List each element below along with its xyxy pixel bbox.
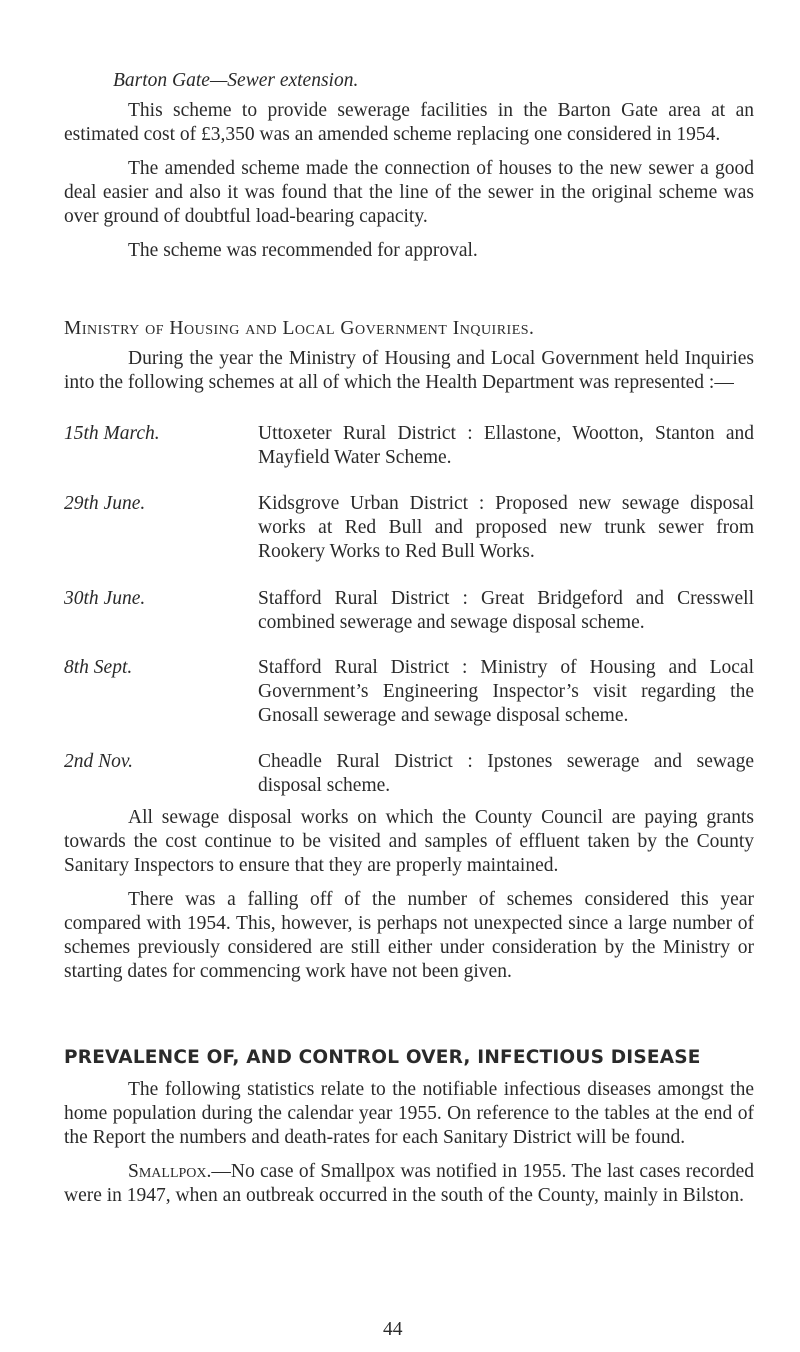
smallpox-text: —No case of Smallpox was notified in 1955. The last cases recorded were in 1947, when an outbreak occurred in the south of the County, mainly in Bilston. bbox=[64, 1161, 754, 1206]
ministry-closing-paragraph-1: All sewage disposal works on which the County Council are paying grants towards the cost continue to be visited and samples of effluent taken by the County Sanitary Inspectors to ensure that they are properly maintained. bbox=[64, 807, 754, 876]
inquiry-text: Stafford Rural District : Ministry of Housing and Local Government’s Engineering Inspector’s visit regarding the Gnosall sewerage and sewage disposal scheme. bbox=[258, 657, 754, 726]
inquiry-text: Cheadle Rural District : Ipstones sewerage and sewage disposal scheme. bbox=[258, 751, 754, 796]
page-number: 44 bbox=[383, 1319, 403, 1340]
inquiry-date: 30th June. bbox=[64, 588, 146, 609]
barton-paragraph-1: This scheme to provide sewerage facilities in the Barton Gate area at an estimated cost of £3,350 was an amended scheme replacing one considered in 1954. bbox=[64, 100, 754, 145]
inquiry-date: 2nd Nov. bbox=[64, 751, 133, 772]
ministry-intro bbox=[64, 347, 754, 395]
inquiry-date: 29th June. bbox=[64, 493, 146, 514]
barton-paragraph-2: The amended scheme made the connection of houses to the new sewer a good deal easier and also it was found that the line of the sewer in the original scheme was over ground of doubtful load-bearing capacity. bbox=[64, 158, 754, 227]
barton-gate-body bbox=[64, 99, 754, 263]
barton-gate-heading: Barton Gate—Sewer extension. bbox=[113, 70, 359, 91]
ministry-heading: Ministry of Housing and Local Government Inquiries. bbox=[64, 318, 535, 339]
smallpox-paragraph bbox=[64, 1160, 754, 1208]
inquiry-date: 15th March. bbox=[64, 423, 160, 444]
inquiry-text: Uttoxeter Rural District : Ellastone, Wootton, Stanton and Mayfield Water Scheme. bbox=[258, 423, 754, 468]
inquiry-date: 8th Sept. bbox=[64, 657, 133, 678]
smallpox-label: Smallpox. bbox=[128, 1161, 212, 1182]
ministry-closing-paragraph-2: There was a falling off of the number of schemes considered this year compared with 1954. This, however, is perhaps not unexpected since a large number of schemes previously considered are still either under consideration by the Ministry or starting dates for commencing work have not been given. bbox=[64, 889, 754, 982]
inquiry-text: Stafford Rural District : Great Bridgeford and Cresswell combined sewerage and sewage disposal scheme. bbox=[258, 588, 754, 633]
prevalence-body bbox=[64, 1078, 754, 1208]
ministry-closing bbox=[64, 806, 754, 984]
prevalence-paragraph: The following statistics relate to the notifiable infectious diseases amongst the home population during the calendar year 1955. On reference to the tables at the end of the Report the numbers and death-rates for each Sanitary District will be found. bbox=[64, 1079, 754, 1148]
barton-paragraph-3: The scheme was recommended for approval. bbox=[128, 240, 478, 261]
prevalence-heading: PREVALENCE OF, AND CONTROL OVER, INFECTIOUS DISEASE bbox=[64, 1047, 701, 1068]
ministry-intro-paragraph: During the year the Ministry of Housing and Local Government held Inquiries into the following schemes at all of which the Health Department was represented :— bbox=[64, 348, 754, 393]
inquiry-text: Kidsgrove Urban District : Proposed new sewage disposal works at Red Bull and proposed new trunk sewer from Rookery Works to Red Bull Works. bbox=[258, 493, 754, 562]
